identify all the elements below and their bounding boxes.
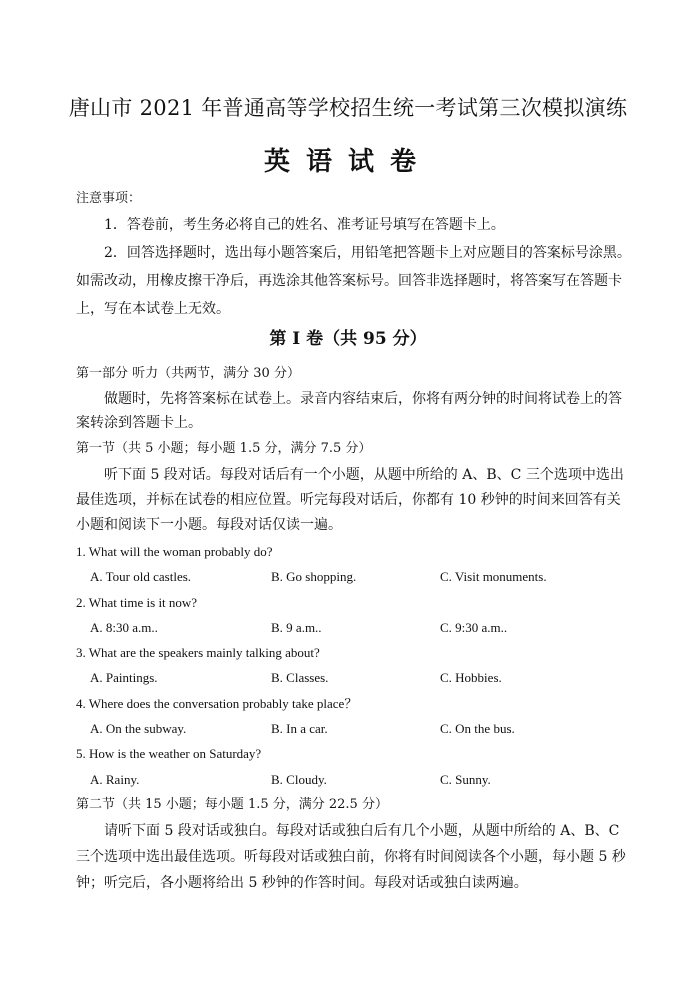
section2-heading: 第二节（共 15 小题；每小题 1.5 分，满分 22.5 分） — [76, 797, 388, 812]
question-1-option-a: A. Tour old castles. — [90, 569, 192, 584]
question-4-option-a: A. On the subway. — [90, 721, 187, 736]
question-5-option-a: A. Rainy. — [90, 772, 140, 787]
question-2-option-c: C. 9:30 a.m.. — [440, 620, 508, 635]
question-4-stem: 4. Where does the conversation probably take place？ — [76, 696, 358, 711]
section1-intro-line-1: 听下面 5 段对话。每段对话后有一个小题，从题中所给的 A、B、C 三个选项中选出 — [104, 467, 624, 483]
section2-intro-line-1: 请听下面 5 段对话或独白。每段对话或独白后有几个小题，从题中所给的 A、B、C — [104, 823, 620, 839]
volume-title: 第 I 卷（共 95 分） — [269, 329, 427, 349]
question-1-option-c: C. Visit monuments. — [440, 569, 547, 584]
question-4-option-c: C. On the bus. — [440, 721, 515, 736]
question-5-option-c: C. Sunny. — [440, 772, 491, 787]
question-5-option-b: B. Cloudy. — [271, 772, 327, 787]
notice-item-2-line-2: 如需改动，用橡皮擦干净后，再选涂其他答案标号。回答非选择题时，将答案写在答题卡 — [76, 273, 622, 289]
question-3-option-b: B. Classes. — [271, 670, 329, 685]
question-2-stem: 2. What time is it now? — [76, 595, 198, 610]
question-5-stem: 5. How is the weather on Saturday? — [76, 746, 262, 761]
notice-item-2-line-3: 上，写在本试卷上无效。 — [76, 301, 230, 317]
exam-title: 唐山市 2021 年普通高等学校招生统一考试第三次模拟演练 — [68, 96, 628, 120]
question-4-option-b: B. In a car. — [271, 721, 328, 736]
section1-intro-line-2: 最佳选项，并标在试卷的相应位置。听完每段对话后，你都有 10 秒钟的时间来回答有关 — [76, 492, 621, 508]
question-1-stem: 1. What will the woman probably do? — [76, 544, 273, 559]
section1-intro-line-3: 小题和阅读下一小题。每段对话仅读一遍。 — [76, 517, 342, 533]
notice-heading: 注意事项： — [76, 191, 142, 206]
question-3-stem: 3. What are the speakers mainly talking about? — [76, 645, 320, 660]
notice-item-2-line-1: 2．回答选择题时，选出每小题答案后，用铅笔把答题卡上对应题目的答案标号涂黑。 — [104, 245, 631, 261]
question-3-option-c: C. Hobbies. — [440, 670, 502, 685]
question-1-option-b: B. Go shopping. — [271, 569, 357, 584]
part1-intro-line-2: 案转涂到答题卡上。 — [76, 415, 202, 431]
notice-item-1: 1．答卷前，考生务必将自己的姓名、准考证号填写在答题卡上。 — [104, 217, 505, 233]
section2-intro-line-3: 钟；听完后，各小题将给出 5 秒钟的作答时间。每段对话或独白读两遍。 — [76, 875, 528, 891]
part1-intro-line-1: 做题时，先将答案标在试卷上。录音内容结束后，你将有两分钟的时间将试卷上的答 — [104, 391, 622, 407]
question-3-option-a: A. Paintings. — [90, 670, 158, 685]
part1-heading: 第一部分 听力（共两节，满分 30 分） — [76, 366, 300, 381]
question-2-option-a: A. 8:30 a.m.. — [90, 620, 158, 635]
section2-intro-line-2: 三个选项中选出最佳选项。听每段对话或独白前，你将有时间阅读各个小题，每小题 5 秒 — [76, 849, 626, 865]
question-2-option-b: B. 9 a.m.. — [271, 620, 322, 635]
section1-heading: 第一节（共 5 小题；每小题 1.5 分，满分 7.5 分） — [76, 441, 372, 456]
exam-subject-title: 英语试卷 — [263, 147, 432, 177]
